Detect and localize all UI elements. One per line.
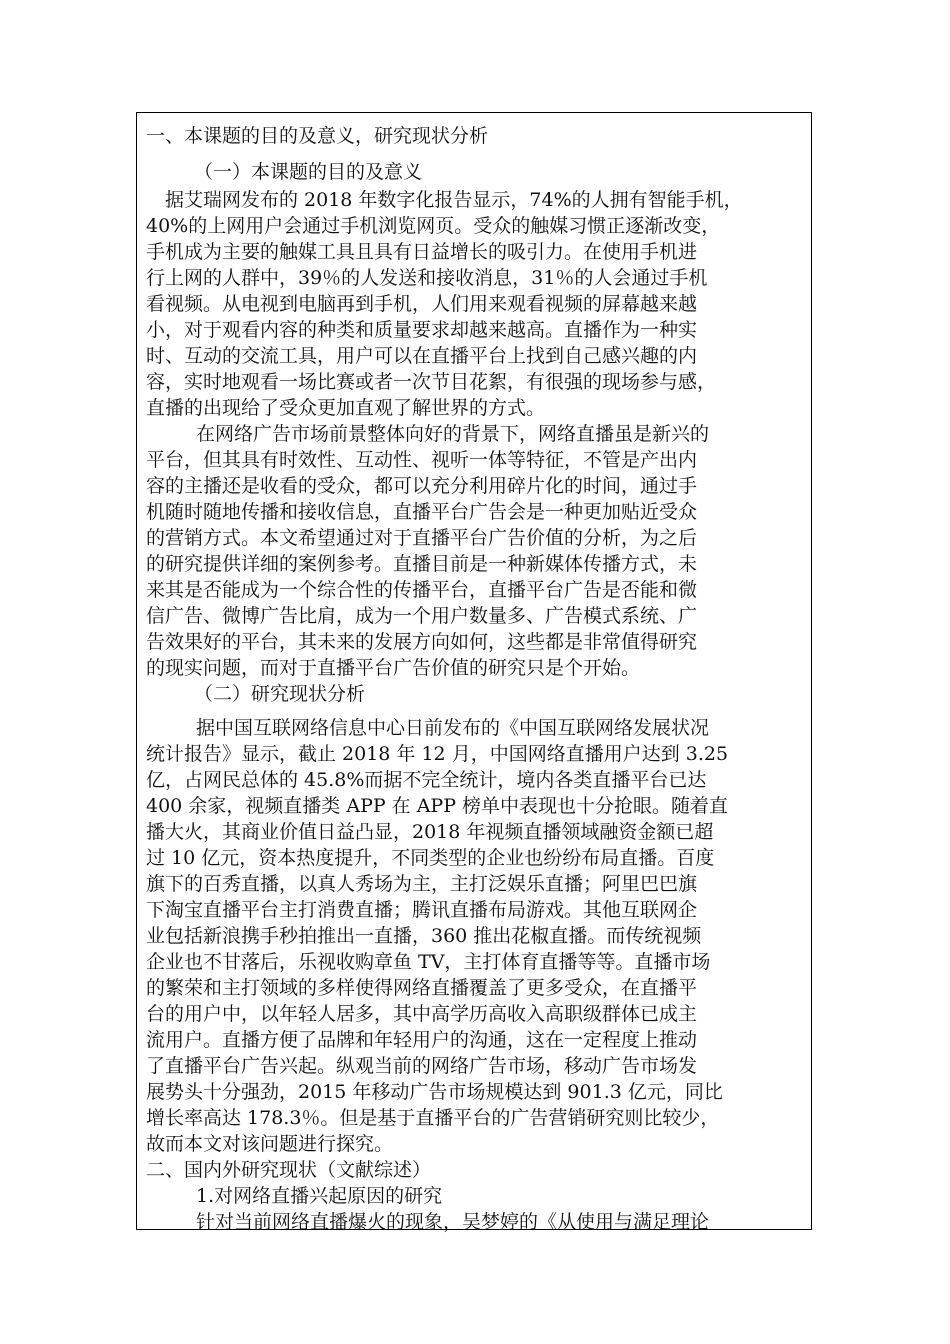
paragraph-purpose-1 — [146, 187, 805, 421]
text-line: 业包括新浪携手秒拍推出一直播，360 推出花椒直播。而传统视频 — [146, 925, 702, 947]
text-line: 手机成为主要的触媒工具且具有日益增长的吸引力。在使用手机进 — [146, 241, 698, 263]
text-line: 的研究提供详细的案例参考。直播目前是一种新媒体传播方式，未 — [146, 553, 698, 575]
text-line: 据中国互联网络信息中心日前发布的《中国互联网络发展状况 — [196, 717, 710, 739]
text-line: 了直播平台广告兴起。纵观当前的网络广告市场，移动广告市场发 — [146, 1055, 698, 1077]
text-line: 直播的出现给了受众更加直观了解世界的方式。 — [146, 397, 546, 419]
text-line: 故而本文对该问题进行探究。 — [146, 1133, 394, 1155]
text-line: 400 余家，视频直播类 APP 在 APP 榜单中表现也十分抢眼。随着直 — [146, 795, 729, 817]
text-line: 时、互动的交流工具，用户可以在直播平台上找到自己感兴趣的内 — [146, 345, 698, 367]
text-line: 的繁荣和主打领域的多样使得网络直播覆盖了更多受众，在直播平 — [146, 977, 698, 999]
section-heading-2: 二、国内外研究现状（文献综述） — [146, 1159, 432, 1181]
text-line: 过 10 亿元，资本热度提升，不同类型的企业也纷纷布局直播。百度 — [146, 847, 715, 869]
text-line: 针对当前网络直播爆火的现象，吴梦婷的《从使用与满足理论 — [196, 1211, 710, 1233]
text-line: 40%的上网用户会通过手机浏览网页。受众的触媒习惯正逐渐改变， — [146, 215, 721, 237]
section-heading-1: 一、本课题的目的及意义，研究现状分析 — [146, 125, 489, 147]
text-line: 容，实时地观看一场比赛或者一次节目花絮，有很强的现场参与感， — [146, 371, 717, 393]
text-line: 告效果好的平台，其未来的发展方向如何，这些都是非常值得研究 — [146, 631, 698, 653]
text-line: 行上网的人群中，39％的人发送和接收消息，31％的人会通过手机 — [146, 267, 708, 289]
subheading-status: （二）研究现状分析 — [194, 683, 366, 705]
text-line: 来其是否能成为一个综合性的传播平台，直播平台广告是否能和微 — [146, 579, 698, 601]
text-line: 的营销方式。本文希望通过对于直播平台广告价值的分析，为之后 — [146, 527, 698, 549]
text-line: 流用户。直播方便了品牌和年轻用户的沟通，这在一定程度上推动 — [146, 1029, 698, 1051]
text-line: 企业也不甘落后，乐视收购章鱼 TV，主打体育直播等等。直播市场 — [146, 951, 711, 973]
text-line: 平台，但其具有时效性、互动性、视听一体等特征，不管是产出内 — [146, 449, 698, 471]
text-line: 看视频。从电视到电脑再到手机，人们用来观看视频的屏幕越来越 — [146, 293, 698, 315]
text-line: 台的用户中，以年轻人居多，其中高学历高收入高职级群体已成主 — [146, 1003, 698, 1025]
text-line: 的现实问题，而对于直播平台广告价值的研究只是个开始。 — [146, 657, 641, 679]
text-line: 统计报告》显示，截止 2018 年 12 月，中国网络直播用户达到 3.25 — [146, 743, 729, 765]
paragraph-purpose-2 — [146, 421, 805, 681]
text-line: 小，对于观看内容的种类和质量要求却越来越高。直播作为一种实 — [146, 319, 698, 341]
subheading-reasons: 1.对网络直播兴起原因的研究 — [196, 1185, 443, 1207]
paragraph-status — [146, 715, 805, 1157]
text-line: 在网络广告市场前景整体向好的背景下，网络直播虽是新兴的 — [196, 423, 710, 445]
text-line: 增长率高达 178.3％。但是基于直播平台的广告营销研究则比较少， — [146, 1107, 720, 1129]
text-line: 下淘宝直播平台主打消费直播；腾讯直播布局游戏。其他互联网企 — [146, 899, 698, 921]
text-line: 信广告、微博广告比肩，成为一个用户数量多、广告模式系统、广 — [146, 605, 698, 627]
text-line: 展势头十分强劲，2015 年移动广告市场规模达到 901.3 亿元，同比 — [146, 1081, 723, 1103]
text-line: 旗下的百秀直播，以真人秀场为主，主打泛娱乐直播；阿里巴巴旗 — [146, 873, 698, 895]
text-line: 据艾瑞网发布的 2018 年数字化报告显示，74%的人拥有智能手机， — [146, 189, 743, 211]
text-line: 机随时随地传播和接收信息，直播平台广告会是一种更加贴近受众 — [146, 501, 698, 523]
text-line: 播大火，其商业价值日益凸显，2018 年视频直播领域融资金额已超 — [146, 821, 714, 843]
text-line: 亿，占网民总体的 45.8%而据不完全统计，境内各类直播平台已达 — [146, 769, 707, 791]
document-frame — [136, 112, 812, 1233]
text-line: 容的主播还是收看的受众，都可以充分利用碎片化的时间，通过手 — [146, 475, 698, 497]
subheading-purpose: （一）本课题的目的及意义 — [194, 161, 423, 183]
